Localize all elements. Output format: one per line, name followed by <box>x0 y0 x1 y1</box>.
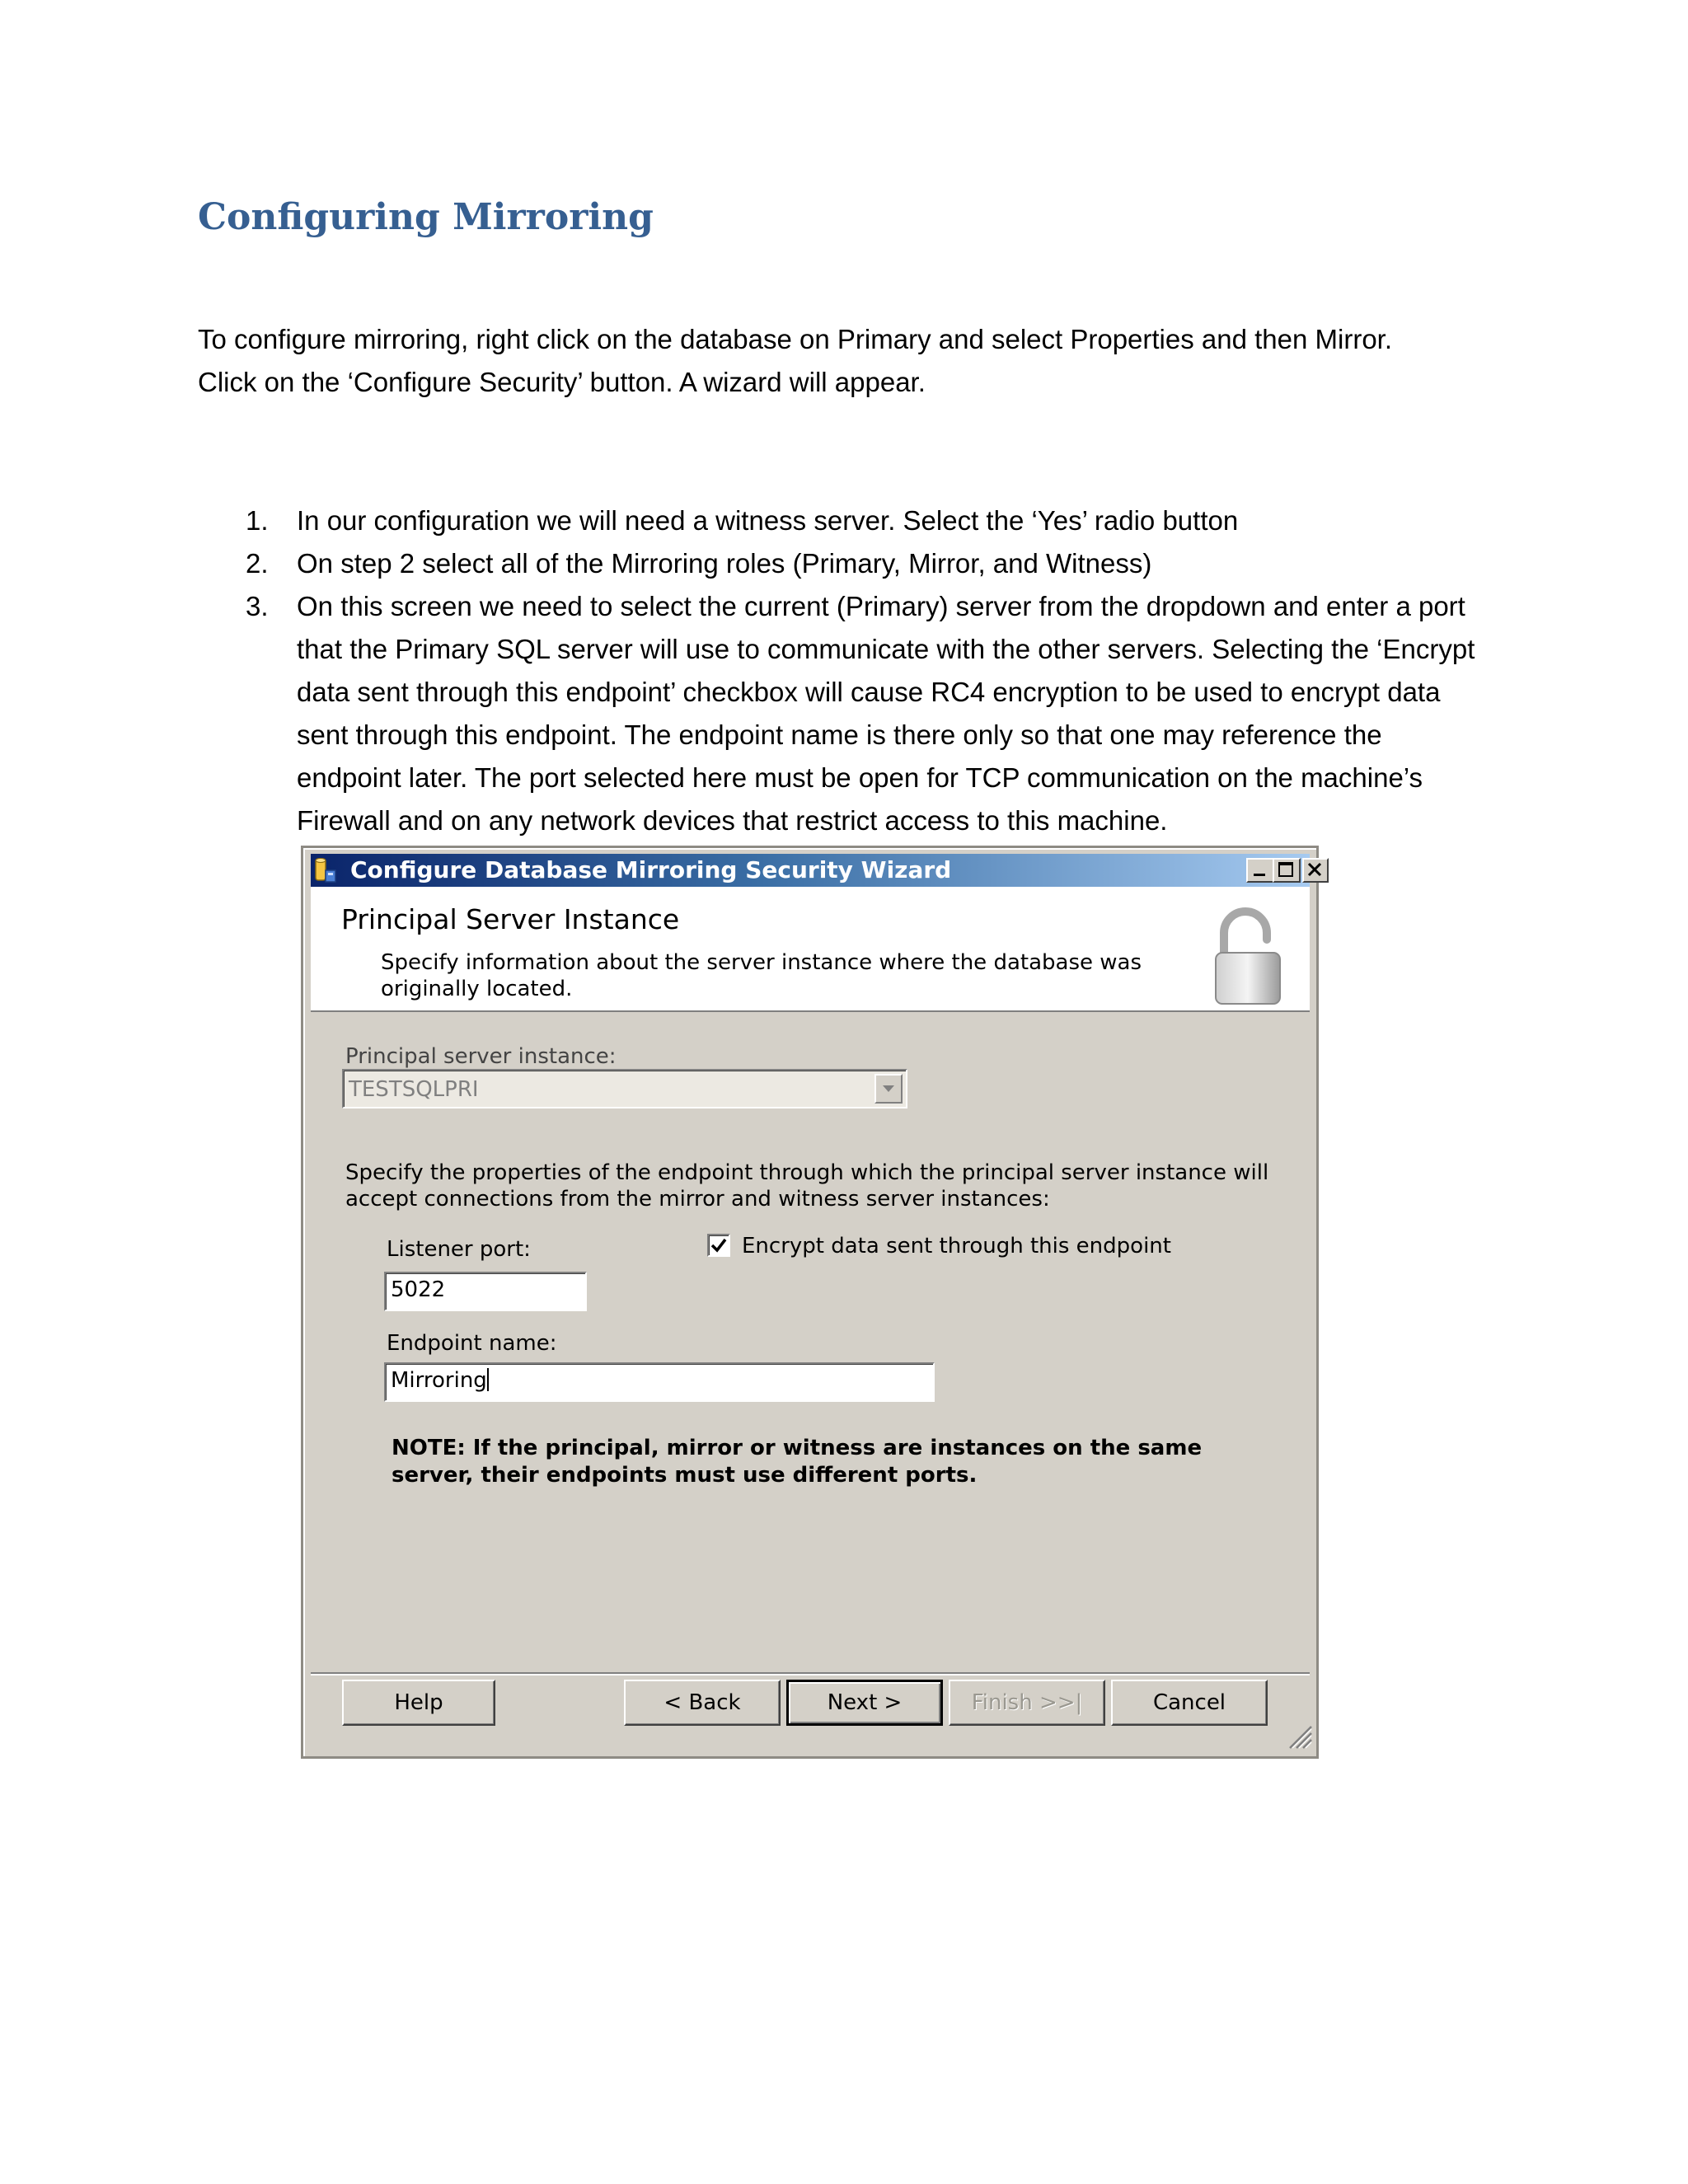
endpoint-name-input[interactable] <box>384 1362 935 1402</box>
window-title: Configure Database Mirroring Security Wizard <box>350 856 952 883</box>
port-note: NOTE: If the principal, mirror or witness are instances on the same server, their endpoints must use different ports. <box>392 1436 1203 1488</box>
step-text: In our configuration we will need a witness server. Select the ‘Yes’ radio button <box>297 505 1239 536</box>
intro-paragraph <box>198 318 1484 404</box>
next-button[interactable]: Next > <box>786 1680 943 1726</box>
principal-instance-dropdown[interactable] <box>342 1069 907 1108</box>
mirroring-security-wizard-window <box>301 846 1319 1759</box>
chevron-down-icon[interactable] <box>874 1074 903 1104</box>
endpoint-name-value: Mirroring <box>391 1368 487 1393</box>
encrypt-label[interactable]: Encrypt data sent through this endpoint <box>742 1234 1171 1258</box>
step-number: 1. <box>246 505 269 536</box>
step-number: 3. <box>246 591 269 621</box>
list-item <box>198 499 1484 542</box>
checkmark-icon <box>709 1235 729 1255</box>
close-icon[interactable] <box>1302 858 1329 883</box>
sql-server-icon <box>314 857 347 885</box>
endpoint-name-label: Endpoint name: <box>387 1331 557 1356</box>
finish-button: Finish >>| <box>949 1680 1105 1726</box>
step-text: On this screen we need to select the current (Primary) server from the dropdown and enter a port that the Primary SQL server will use to communicate with the other servers. Selecting the ‘Encrypt data sent through this endpoint’ checkbox will cause RC4 encryption to be used to encrypt data sent through this endpoint. The endpoint name is there only so that one may reference the endpoint later. The port selected here must be open for TCP communication on the machine’s Firewall and on any network devices that restrict access to this machine. <box>297 591 1475 836</box>
endpoint-description: Specify the properties of the endpoint through which the principal server instance will accept connections from the mirror and witness server instances: <box>345 1160 1269 1212</box>
resize-grip-icon[interactable] <box>1285 1722 1313 1753</box>
intro-line-1: To configure mirroring, right click on the database on Primary and select Properties and then Mirror. <box>198 324 1393 354</box>
list-item <box>198 542 1484 585</box>
list-item <box>198 585 1484 842</box>
step-number: 2. <box>246 548 269 579</box>
wizard-header-panel <box>311 887 1310 1012</box>
steps-list <box>198 499 1484 842</box>
listener-port-value: 5022 <box>391 1277 446 1302</box>
padlock-icon <box>1209 903 1292 1014</box>
text-caret <box>487 1368 489 1391</box>
listener-port-input[interactable] <box>384 1272 587 1311</box>
step-text: On step 2 select all of the Mirroring roles (Primary, Mirror, and Witness) <box>297 548 1152 579</box>
window-titlebar[interactable] <box>311 854 1310 887</box>
page-description: Specify information about the server instance where the database was originally located. <box>381 950 1142 1001</box>
listener-port-label: Listener port: <box>387 1237 531 1262</box>
intro-line-2: Click on the ‘Configure Security’ button. A wizard will appear. <box>198 367 926 397</box>
principal-instance-label: Principal server instance: <box>345 1044 617 1069</box>
principal-instance-value: TESTSQLPRI <box>349 1077 479 1102</box>
document-heading: Configuring Mirroring <box>198 196 654 238</box>
maximize-icon[interactable] <box>1273 858 1301 883</box>
cancel-button[interactable]: Cancel <box>1111 1680 1268 1726</box>
page-title: Principal Server Instance <box>341 903 680 935</box>
minimize-icon[interactable] <box>1246 858 1274 883</box>
help-button[interactable]: Help <box>342 1680 495 1726</box>
encrypt-checkbox[interactable] <box>707 1234 730 1257</box>
footer-separator <box>311 1672 1310 1675</box>
back-button[interactable]: < Back <box>624 1680 781 1726</box>
